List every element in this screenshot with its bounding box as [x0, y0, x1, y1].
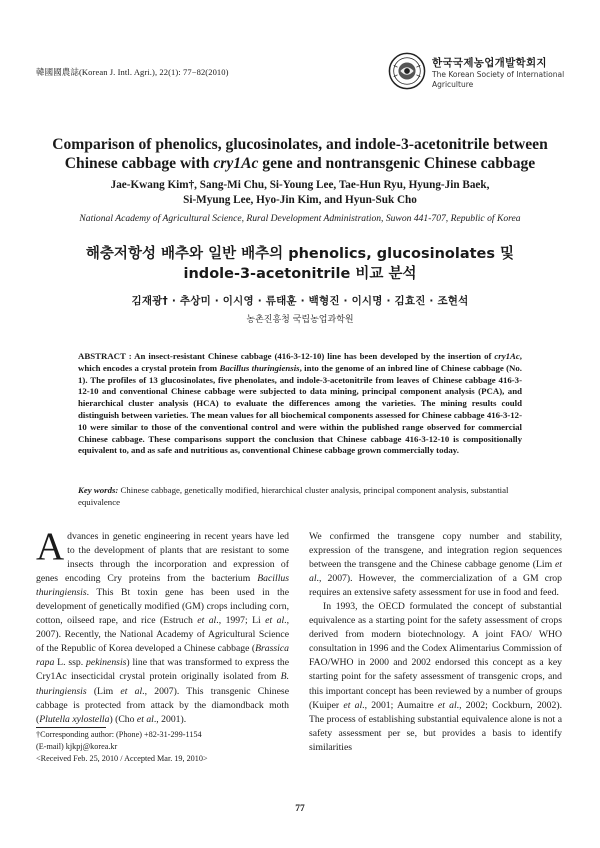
author-list	[40, 178, 560, 208]
korean-title-line2: indole-3-acetonitrile 비교 분석	[183, 266, 417, 282]
et-al: et al	[265, 615, 285, 627]
society-name-english	[432, 70, 572, 89]
title-line1: Comparison of phenolics, glucosinolates, and indole-3-acetonitrile between	[52, 136, 548, 153]
intro-text: ) line that was transformed to express the Cry1Ac insecticidal crystal protein originally isolated from	[36, 657, 289, 683]
body-text: ., 2002; Cockburn, 2002). The process of establishing substantial equivalence alone is not a safety assessment per se, but provides a basis to identify similarities	[309, 699, 562, 753]
body-text: In 1993, the OECD formulated the concept of substantial equivalence as a starting point for the safety assessment of crops derived from modern biotechnology. A joint FAO/ WHO consultation in 1996 and the Codex Alimentarius Commission of FAO/WHO in 2000 and 2002 endorsed this concept as a key starting point for the safety assessment of transgenic crops, and this important concept has been reviewed by a number of groups (Kuiper	[309, 601, 562, 711]
et-al: et al	[309, 559, 562, 585]
title-gene-name: cry1Ac	[213, 155, 259, 172]
footnotes	[36, 729, 289, 766]
intro-text: ., 2007). Recently, the National Academy of Agricultural Science of the Republic of Korea developed a Chinese cabbage (	[36, 615, 290, 655]
paper-title	[30, 135, 570, 173]
intro-text: . This Bt toxin gene has been used in the development of genetically modified (GM) crops including corn, cotton, oilseed rape, and rice (Estruch	[36, 587, 289, 627]
society-name-english-line2: Agriculture	[432, 79, 474, 89]
body-column-left	[36, 525, 290, 727]
body-text: ., 2007). However, the commercialization of a GM crop requires an extensive safety assessment for use in food and feed.	[309, 573, 562, 599]
keywords	[78, 484, 522, 508]
korean-author-list: 김재광† · 추상미 · 이시영 · 류태훈 · 백형진 · 이시명 · 김효진 · 조현석	[131, 295, 469, 307]
species-name: Brassica rapa	[36, 643, 289, 669]
right-paragraph-2	[309, 600, 562, 755]
right-paragraph-1	[309, 530, 562, 600]
et-al: et al	[120, 685, 143, 697]
species-name: B. thuringiensis	[36, 671, 289, 697]
body-text: We confirmed the transgene copy number and stability, expression of the transgene, and integration region sequences between the transgene and the Chinese cabbage genome (Lim	[309, 531, 562, 571]
authors-line1: Jae-Kwang Kim†, Sang-Mi Chu, Si-Young Lee, Tae-Hun Ryu, Hyung-Jin Baek,	[110, 179, 490, 191]
body-column-right	[309, 530, 562, 755]
title-line2-end: gene and nontransgenic Chinese cabbage	[258, 155, 536, 172]
korean-title-line1: 해충저항성 배추와 일반 배추의 phenolics, glucosinolates 및	[85, 246, 515, 262]
intro-text: ) (Cho	[109, 713, 137, 725]
intro-text: ., 2001).	[153, 713, 187, 725]
abstract-text-1: An insect-resistant Chinese cabbage (416-3-12-10) line has been developed by the insertion of	[131, 351, 495, 361]
et-al: et al	[437, 699, 457, 711]
abstract-text-3: , into the genome of an inbred line of Chinese cabbage (No. 1). The profiles of 13 glucosinolates, five phenolates, and indole-3-acetonitrile from leaves of Chinese cabbage 416-3-12-10 and conventional Chinese cabbage were subjected to data mining, principal component analysis (PCA), and hierarchical cluster analysis (HCA) to evaluate the differences among the varieties. The mining results could distinguish between varieties. The mean values for all biochemical components assessed for Chinese cabbage 416-3-12-10 were similar to those of the conventional control and were within the published range observed for commercial Chinese cabbage. These comparisons support the conclusion that Chinese cabbage 416-3-12-10 is compositionally equivalent to, and as safe and nutritious as, conventional Chinese cabbage grown commercially today.	[78, 362, 523, 456]
intro-text: (Lim	[86, 685, 121, 697]
society-header	[388, 52, 578, 92]
title-line2-start: Chinese cabbage with	[64, 155, 214, 172]
keywords-text: Chinese cabbage, genetically modified, hierarchical cluster analysis, principal component analysis, substantial equivalence	[78, 485, 509, 507]
abstract-label: ABSTRACT :	[78, 351, 132, 361]
abstract-species: Bacillus thuringiensis	[219, 362, 300, 373]
society-seal-icon	[388, 52, 426, 90]
korean-title	[40, 244, 560, 284]
species-name: pekinensis	[86, 657, 127, 669]
page-number: 77	[295, 804, 305, 814]
footnote-received-date: <Received Feb. 25, 2010 / Accepted Mar. 19, 2010>	[36, 754, 208, 764]
species-name: Bacillus thuringiensis	[36, 573, 289, 599]
intro-text: dvances in genetic engineering in recent years have led to the development of plants that are resistant to some insects through the incorporation and expression of genes encoding Cry proteins from the bacterium	[36, 531, 289, 585]
korean-affiliation: 농촌진흥청 국립농업과학원	[246, 315, 354, 325]
intro-text: L. ssp.	[54, 657, 87, 669]
drop-cap: A	[36, 525, 65, 568]
intro-text: ., 1997; Li	[216, 615, 266, 627]
authors-line2: Si-Myung Lee, Hyo-Jin Kim, and Hyun-Suk Cho	[183, 194, 417, 206]
footnote-email: (E-mail) kjkpj@korea.kr	[36, 742, 118, 752]
footnote-corresponding-author: †Corresponding author: (Phone) +82-31-299-1154	[36, 730, 202, 739]
abstract-gene: cry1Ac	[494, 351, 520, 361]
society-name-english-line1: The Korean Society of International	[432, 70, 565, 79]
abstract	[78, 351, 522, 457]
keywords-label: Key words:	[78, 485, 119, 495]
et-al: et al	[197, 615, 217, 627]
body-text: ., 2001; Aumaitre	[362, 699, 438, 711]
society-name-korean: 한국국제농업개발학회지	[432, 57, 547, 69]
species-name: Plutella xylostella	[39, 713, 110, 725]
affiliation: National Academy of Agricultural Science, Rural Development Administration, Suwon 441-707, Republic of Korea	[79, 213, 521, 224]
et-al: et al	[136, 713, 154, 725]
journal-reference: 韓國國農誌(Korean J. Intl. Agri.), 22(1): 77−82(2010)	[36, 67, 229, 77]
abstract-text-2: , which encodes a crystal protein from	[78, 351, 522, 373]
intro-text: ., 2007). This transgenic Chinese cabbage is protected from attack by the diamondback moth (	[36, 685, 289, 725]
et-al: et al	[343, 699, 363, 711]
footnote-divider	[36, 727, 106, 728]
intro-paragraph-1	[36, 525, 290, 727]
